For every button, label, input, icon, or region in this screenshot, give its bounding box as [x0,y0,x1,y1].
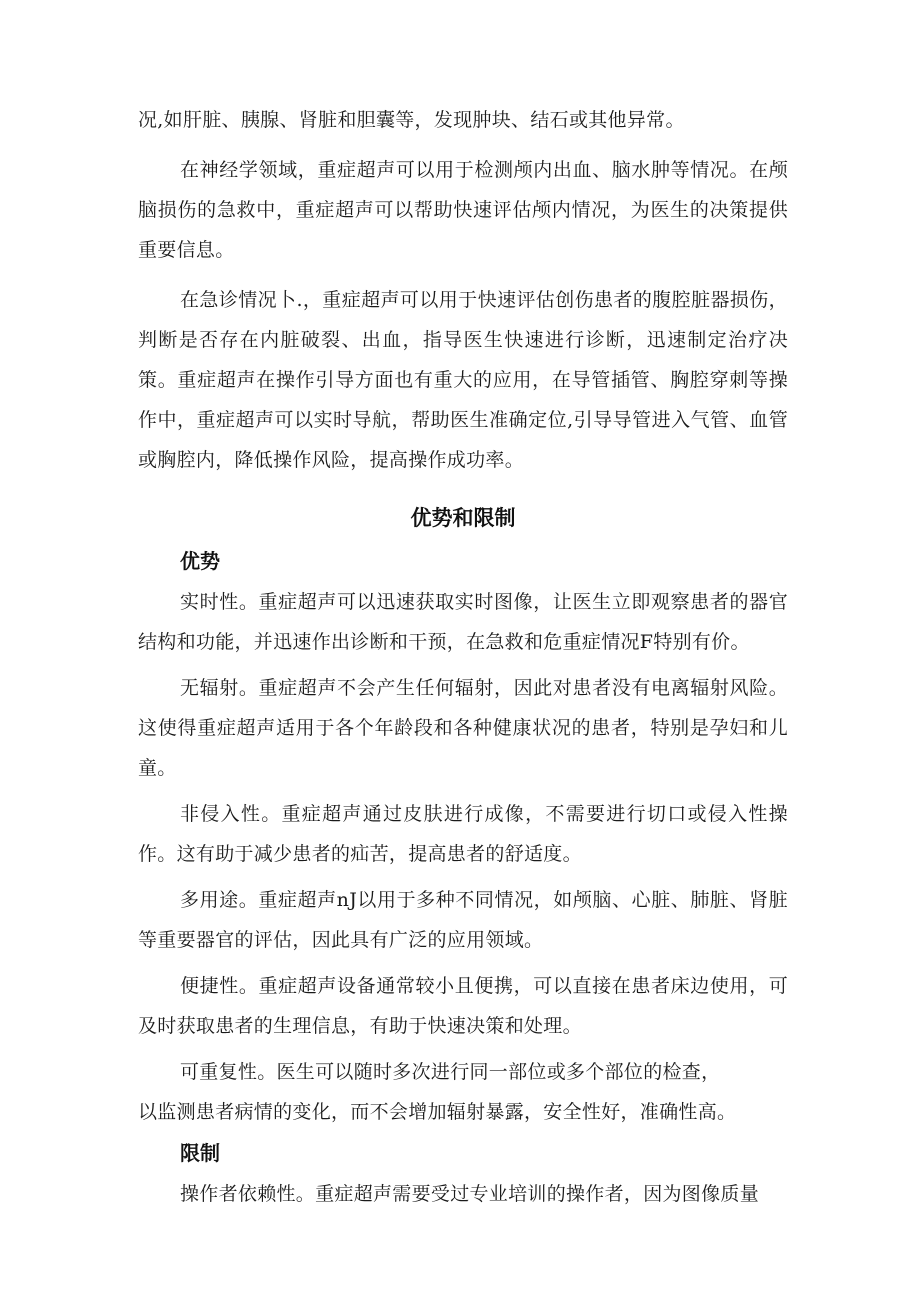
advantage-item-repeatable-continuation: 以监测患者病情的变化，而不会增加辐射暴露，安全性好，准确性高。 [138,1101,737,1123]
advantage-item-portable: 便捷性。重症超声设备通常较小且便携，可以直接在患者床边使用，可及时获取患者的生理信息，有助于快速决策和处理。 [138,975,788,1037]
advantage-item-non-invasive: 非侵入性。重症超声通过皮肤进行成像，不需要进行切口或侵入性操作。这有助于减少患者的疝苦，提高患者的舒适度。 [138,803,788,865]
advantage-item-repeatable: 可重复性。医生可以随时多次进行同一部位或多个部位的检查， [180,1061,721,1083]
advantage-item-multipurpose: 多用途。重症超声nJ以用于多种不同情况，如颅脑、心脏、肺脏、肾脏等重要器官的评估，因此具有广泛的应用领域。 [138,889,788,951]
neuro-paragraph: 在神经学领域，重症超声可以用于检测颅内出血、脑水肿等情况。在颅脑损伤的急救中，重症超声可以帮助快速评估颅内情况，为医生的决策提供重要信息。 [138,159,788,261]
advantage-item-realtime: 实时性。重症超声可以迅速获取实时图像，让医生立即观察患者的器官结构和功能，并迅速作出诊断和干预，在急救和危重症情况F特别有价。 [138,591,788,653]
emergency-paragraph: 在急诊情况卜.，重症超声可以用于快速评估创伤患者的腹腔脏器损伤，判断是否存在内脏破裂、出血，指导医生快速进行诊断，迅速制定治疗决策。重症超声在操作引导方面也有重大的应用，在导管插管、胸腔穿刺等操作中，重症超声可以实时导航，帮助医生准确定位,引导导管进入气管、血管或胸腔内，降低操作风险，提高操作成功率。 [138,289,788,471]
advantages-title: 优势 [180,549,220,573]
advantage-item-no-radiation: 无辐射。重症超声不会产生任何辐射，因此对患者没有电离辐射风险。这使得重症超声适用于各个年龄段和各种健康状况的患者，特别是孕妇和儿童。 [138,677,788,779]
limitation-item-operator-dependence: 操作者依赖性。重症超声需要受过专业培训的操作者，因为图像质量 [180,1183,760,1205]
intro-tail-paragraph: 况,如肝脏、胰腺、肾脏和胆囊等，发现肿块、结石或其他异常。 [138,109,685,131]
limitations-title: 限制 [180,1141,220,1165]
section-title: 优势和限制 [410,506,516,530]
document-page [138,100,788,1220]
